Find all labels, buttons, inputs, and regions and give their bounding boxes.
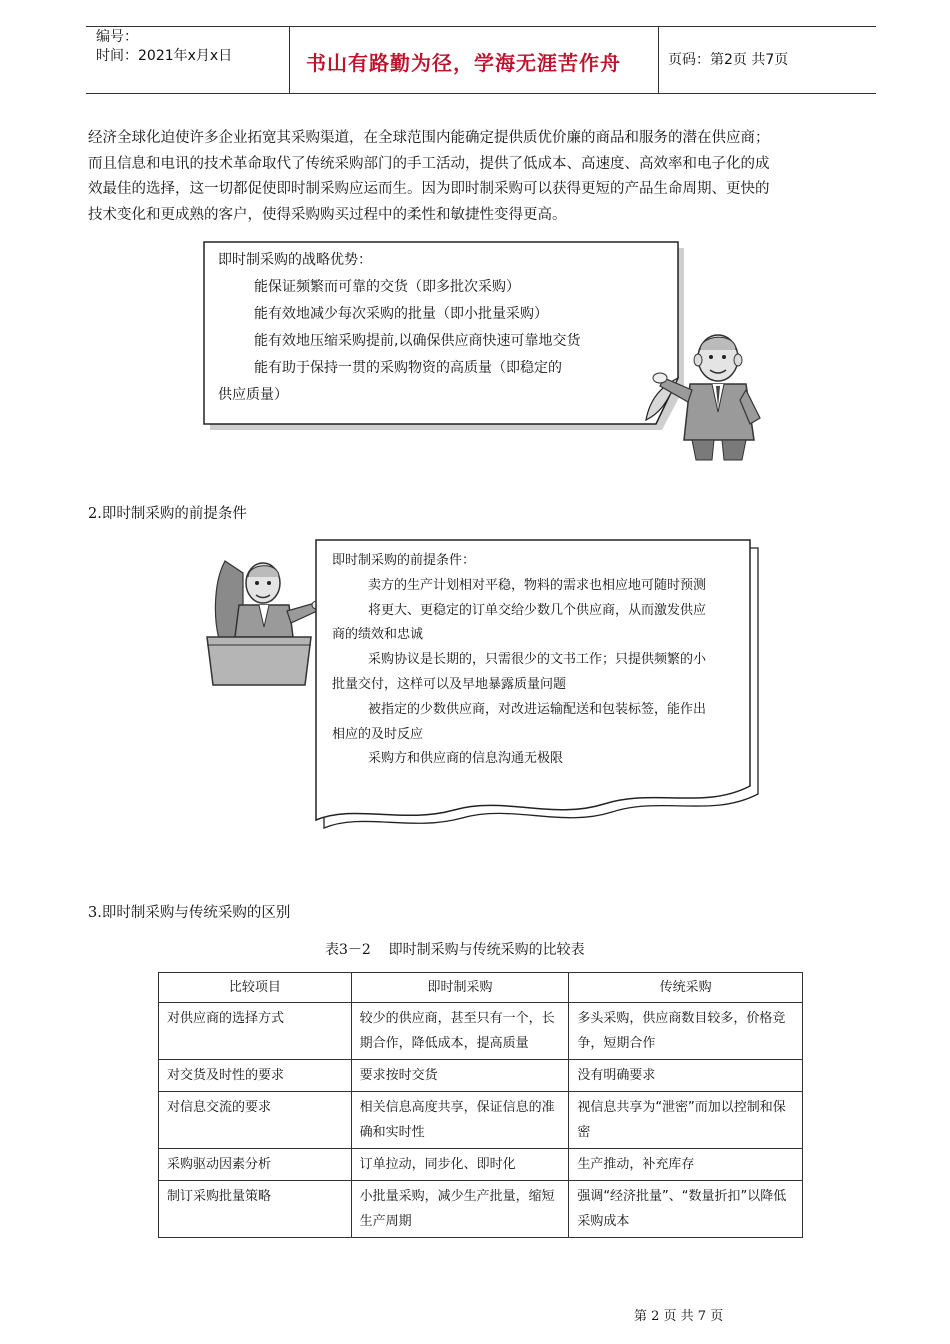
- table-cell: 对信息交流的要求: [159, 1092, 352, 1149]
- table-cell: 视信息共享为“泄密”而加以控制和保密: [569, 1092, 803, 1149]
- businessman-illustration: [650, 320, 770, 465]
- prerequisite-line: 采购协议是长期的，只需很少的文书工作；只提供频繁的小: [368, 652, 707, 668]
- table-caption: 表3－2 即时制采购与传统采购的比较表: [325, 942, 585, 958]
- table-cell: 生产推动，补充库存: [569, 1149, 803, 1181]
- prerequisites-title: 即时制采购的前提条件：: [332, 553, 476, 568]
- intro-line: 效最佳的选择，这一切都促使即时制采购应运而生。因为即时制采购可以获得更短的产品生命周期、更快的: [88, 181, 770, 197]
- table-cell: 小批量采购，减少生产批量，缩短生产周期: [351, 1181, 569, 1238]
- prerequisite-line: 将更大、更稳定的订单交给少数几个供应商，从而激发供应: [368, 602, 707, 618]
- advantage-item-continuation: 供应质量）: [218, 387, 288, 403]
- header-motto: 书山有路勤为径，学海无涯苦作舟: [306, 51, 621, 75]
- header-top-rule: [86, 26, 876, 27]
- page-footer: 第 2 页 共 7 页: [634, 1309, 724, 1324]
- advantage-item: 能有效地减少每次采购的批量（即小批量采购）: [254, 306, 548, 322]
- prerequisite-line: 批量交付，这样可以及早地暴露质量问题: [332, 676, 567, 692]
- table-header-row: [159, 973, 803, 1003]
- table-cell: 制订采购批量策略: [159, 1181, 352, 1238]
- prerequisites-callout-text: [332, 549, 706, 772]
- table-header-cell: 传统采购: [569, 973, 803, 1003]
- table-cell: 对供应商的选择方式: [159, 1003, 352, 1060]
- table-cell: 订单拉动，同步化、即时化: [351, 1149, 569, 1181]
- intro-paragraph: [88, 126, 878, 228]
- intro-line: 技术变化和更成熟的客户，使得采购购买过程中的柔性和敏捷性变得更高。: [88, 206, 567, 223]
- businessman-desk-illustration: [203, 553, 323, 693]
- section-3-title: 3.即时制采购与传统采购的区别: [88, 905, 291, 921]
- advantage-item: 能有效地压缩采购提前,以确保供应商快速可靠地交货: [254, 333, 581, 349]
- table-header-cell: 比较项目: [159, 973, 352, 1003]
- table-cell: 强调“经济批量”、“数量折扣”以降低采购成本: [569, 1181, 803, 1238]
- table-cell: 对交货及时性的要求: [159, 1060, 352, 1092]
- table-cell: 没有明确要求: [569, 1060, 803, 1092]
- table-header-cell: 即时制采购: [351, 973, 569, 1003]
- prerequisite-line: 采购方和供应商的信息沟通无极限: [368, 751, 564, 767]
- header-divider-right: [658, 26, 659, 93]
- table-cell: 相关信息高度共享，保证信息的准确和实时性: [351, 1092, 569, 1149]
- table-row: [159, 1092, 803, 1149]
- advantages-title: 即时制采购的战略优势：: [218, 252, 372, 268]
- table-row: [159, 1149, 803, 1181]
- comparison-table: [158, 972, 803, 1238]
- advantage-item: 能保证频繁而可靠的交货（即多批次采购）: [254, 279, 520, 295]
- prerequisite-line: 商的绩效和忠诚: [332, 627, 424, 643]
- section-2-title: 2.即时制采购的前提条件: [88, 506, 247, 522]
- table-row: [159, 1060, 803, 1092]
- advantage-item: 能有助于保持一贯的采购物资的高质量（即稳定的: [254, 360, 562, 376]
- prerequisite-line: 卖方的生产计划相对平稳，物料的需求也相应地可随时预测: [368, 577, 707, 593]
- prerequisite-line: 相应的及时反应: [332, 726, 424, 742]
- header-time-label: 时间：2021年x月x日: [96, 48, 233, 64]
- table-row: [159, 1003, 803, 1060]
- intro-line: 经济全球化迫使许多企业拓宽其采购渠道，在全球范围内能确定提供质优价廉的商品和服务的潜在供应商；: [88, 130, 770, 146]
- header-divider-left: [289, 26, 290, 93]
- header-page-label: 页码：第2页 共7页: [668, 52, 789, 68]
- table-cell: 较少的供应商，甚至只有一个，长期合作，降低成本，提高质量: [351, 1003, 569, 1060]
- advantages-callout-text: [218, 247, 580, 409]
- table-cell: 要求按时交货: [351, 1060, 569, 1092]
- table-cell: 采购驱动因素分析: [159, 1149, 352, 1181]
- table-cell: 多头采购，供应商数目较多，价格竞争，短期合作: [569, 1003, 803, 1060]
- prerequisite-line: 被指定的少数供应商，对改进运输配送和包装标签，能作出: [368, 701, 707, 717]
- table-row: [159, 1181, 803, 1238]
- intro-line: 而且信息和电讯的技术革命取代了传统采购部门的手工活动，提供了低成本、高速度、高效率和电子化的成: [88, 155, 770, 172]
- header-number-label: 编号：: [96, 29, 138, 45]
- header-bottom-rule: [86, 93, 876, 94]
